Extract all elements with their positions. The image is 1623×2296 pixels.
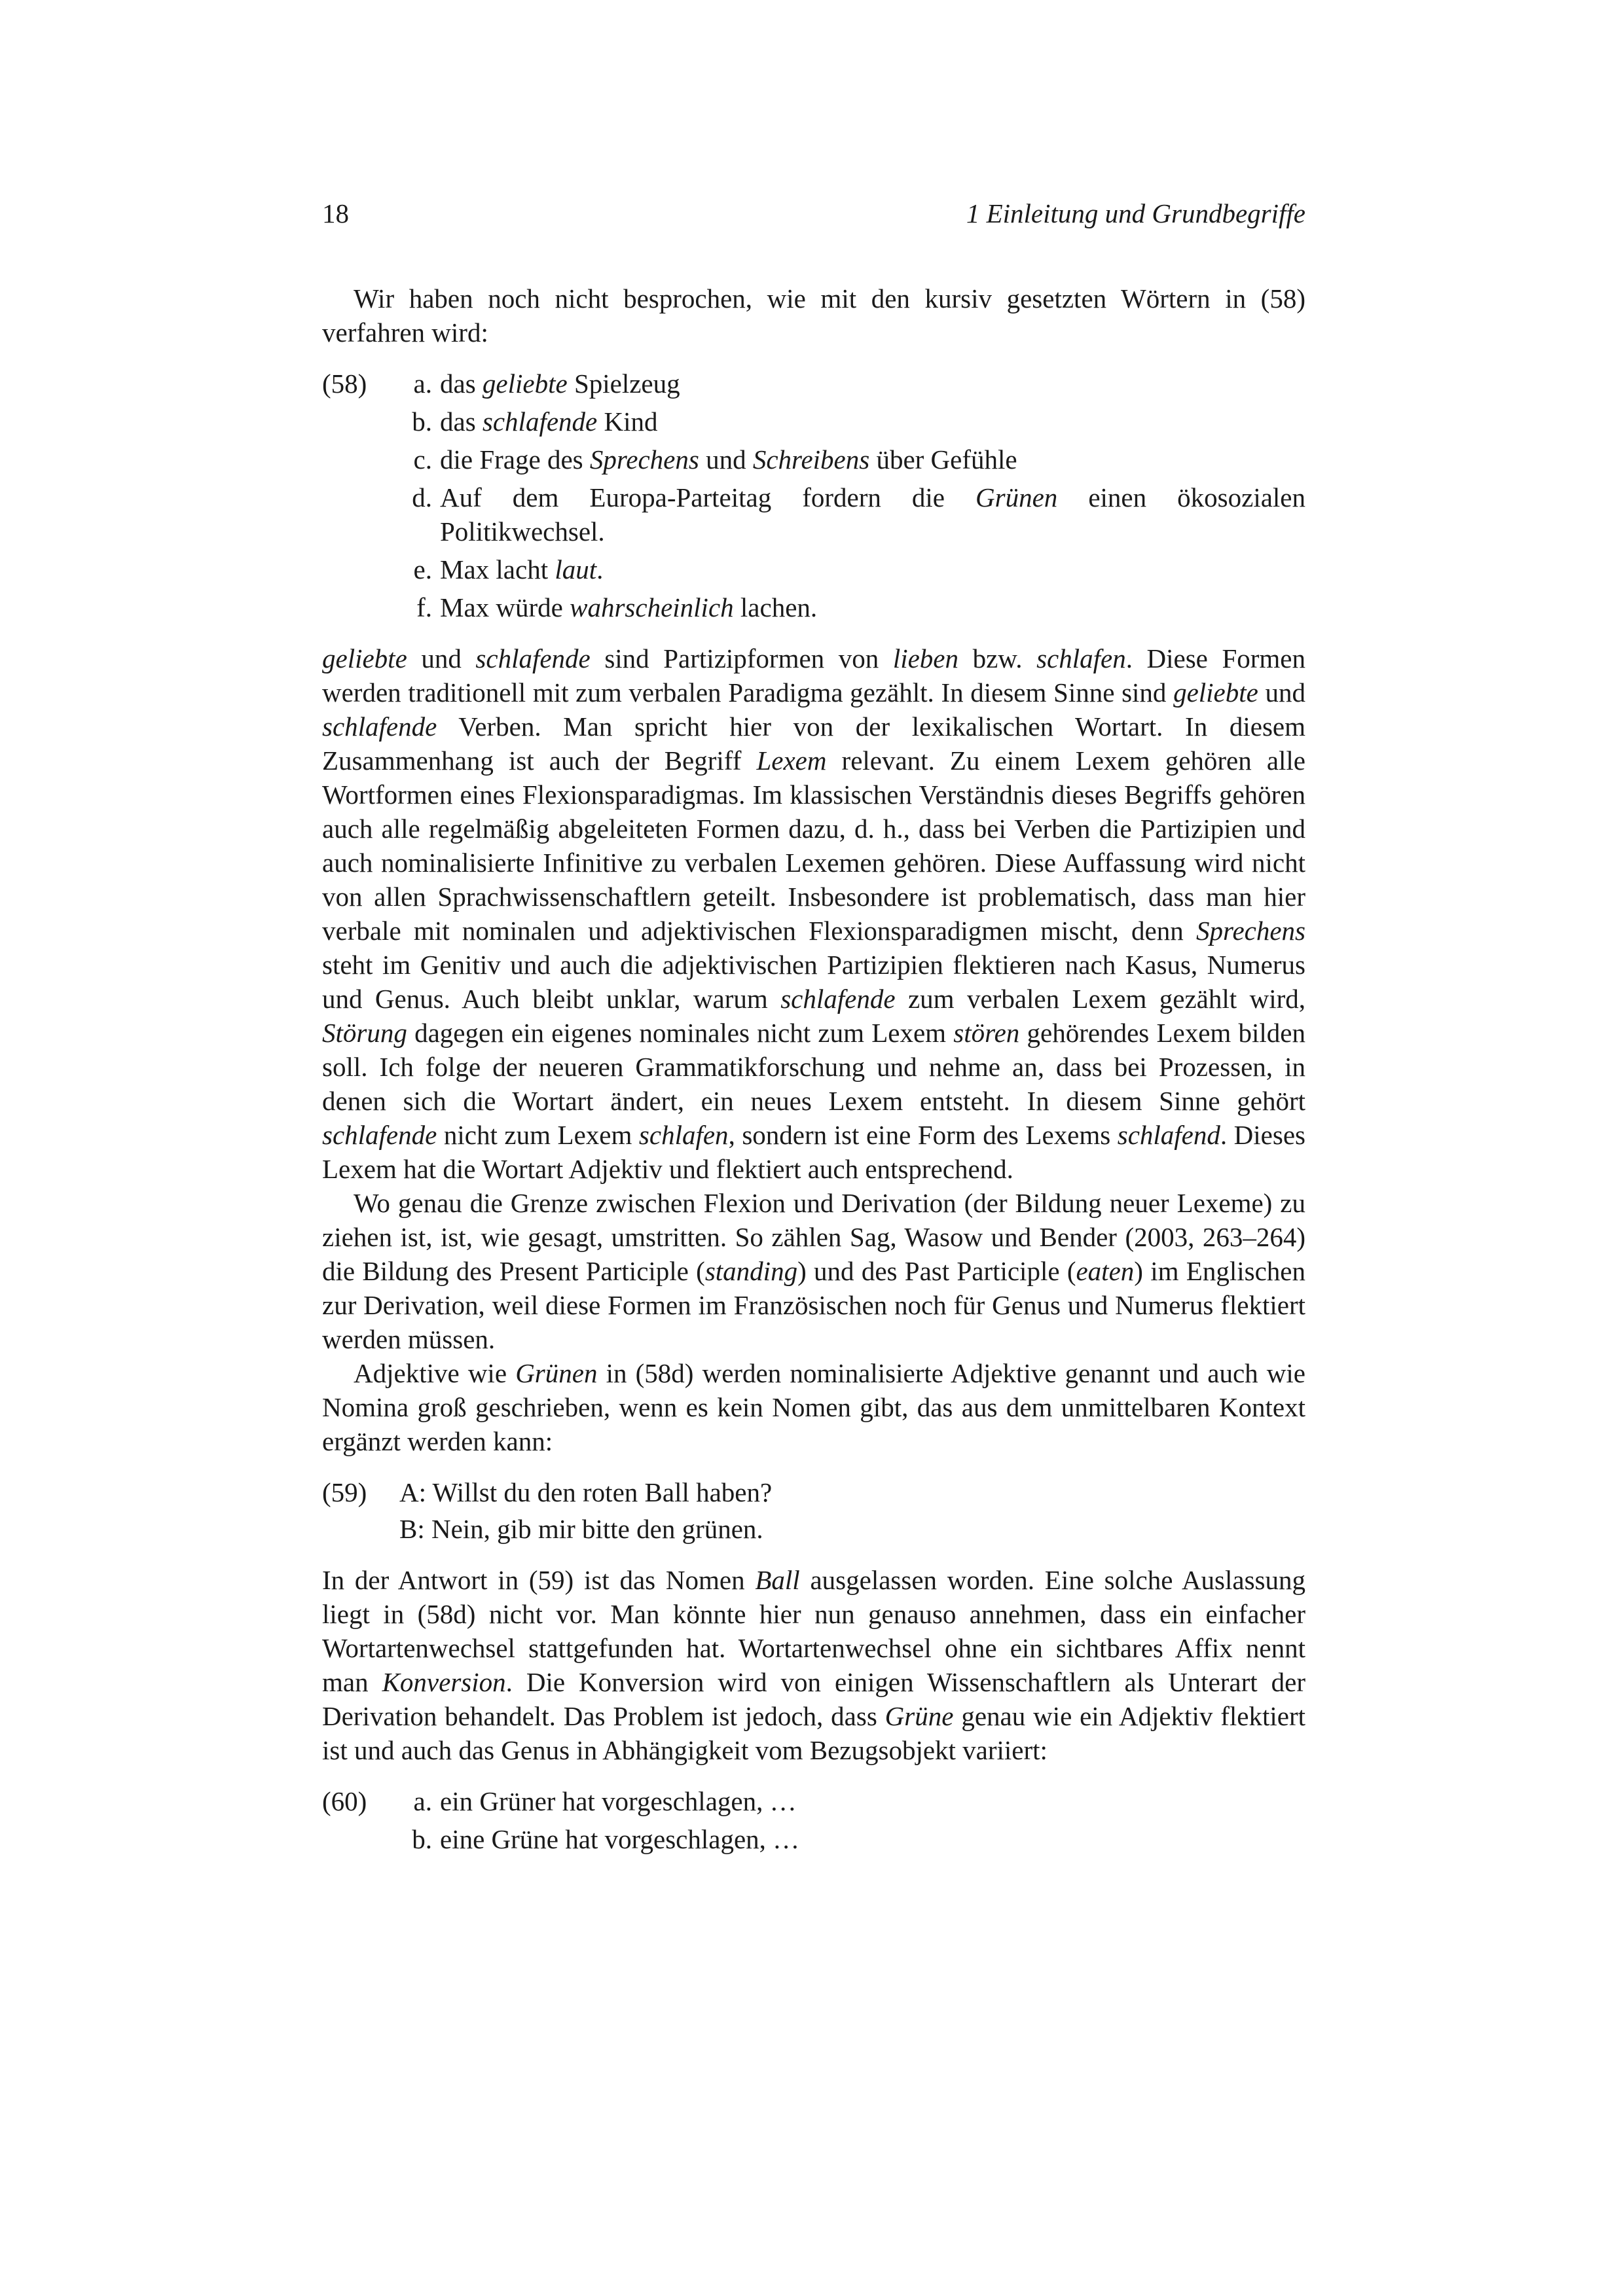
text-run: genau wie ein Adjektiv flektiert ist und auch das Genus in Abhängigkeit vom Bezugsobjekt variiert: bbox=[322, 1701, 1305, 1765]
item-label: c. bbox=[413, 444, 432, 475]
item-text: einen ökosozialen Politikwechsel. bbox=[440, 482, 1305, 547]
item-text: das bbox=[440, 368, 483, 399]
italic-term: schlafende bbox=[322, 711, 437, 742]
text-run: in (58d) werden nominalisierte Adjektive genannt und auch wie Nomina groß geschrieben, wenn es kein Nomen gibt, das aus dem unmittelbaren Kontext ergänzt werden kann: bbox=[322, 1358, 1305, 1456]
item-text: über Gefühle bbox=[869, 444, 1017, 475]
italic-term: Konversion bbox=[382, 1667, 506, 1697]
item-text: Max würde bbox=[440, 592, 570, 622]
italic-term: geliebte bbox=[322, 643, 407, 673]
dialog-line-a: A: Willst du den roten Ball haben? bbox=[399, 1477, 773, 1507]
example-item bbox=[399, 552, 1305, 586]
chapter-title: 1 Einleitung und Grundbegriffe bbox=[966, 198, 1305, 228]
text-run: sind Partizipformen von bbox=[590, 643, 893, 673]
text-run: dagegen ein eigenes nominales nicht zum Lexem bbox=[407, 1018, 954, 1048]
example-59 bbox=[322, 1475, 1305, 1546]
text-run: steht im Genitiv und auch die adjektivischen Partizipien flektieren nach Kasus, Numerus und Genus. Auch bleibt unklar, warum bbox=[322, 950, 1305, 1014]
example-item bbox=[399, 404, 1305, 439]
italic-term: Ball bbox=[755, 1565, 800, 1595]
italic-term: schlafen bbox=[638, 1120, 729, 1150]
paragraph-lexem bbox=[322, 641, 1305, 1186]
text-run: ) im Englischen zur Derivation, weil diese Formen im Französischen noch für Genus und Numerus flektiert werden müssen. bbox=[322, 1256, 1305, 1354]
item-italic: wahrscheinlich bbox=[570, 592, 734, 622]
example-item bbox=[399, 1822, 1305, 1856]
item-italic: Grünen bbox=[976, 482, 1058, 512]
example-number: (60) bbox=[322, 1786, 367, 1816]
item-label: d. bbox=[412, 482, 432, 512]
text-run: bzw. bbox=[958, 643, 1037, 673]
italic-term: schlafende bbox=[780, 984, 896, 1014]
text-run: Verben. Man spricht hier von der lexikalischen Wortart. In diesem Zusammenhang ist auch der Begriff bbox=[322, 711, 1305, 776]
item-text: eine Grüne hat vorgeschlagen, … bbox=[440, 1824, 800, 1854]
italic-term: lieben bbox=[892, 643, 959, 673]
item-label: b. bbox=[412, 1824, 432, 1854]
item-text: Spielzeug bbox=[567, 368, 680, 399]
item-italic: laut bbox=[555, 554, 597, 584]
item-text: . bbox=[596, 554, 604, 584]
example-item bbox=[399, 367, 1305, 401]
item-text: und bbox=[699, 444, 753, 475]
item-text: Auf dem Europa-Parteitag fordern die bbox=[440, 482, 976, 512]
item-italic: Sprechens bbox=[589, 444, 699, 475]
italic-term: schlafend bbox=[1117, 1120, 1220, 1150]
example-item bbox=[399, 442, 1305, 476]
example-number: (58) bbox=[322, 368, 367, 399]
example-60 bbox=[322, 1784, 1305, 1856]
item-text: Max lacht bbox=[440, 554, 555, 584]
text-run: Wo genau die Grenze zwischen Flexion und Derivation (der Bildung neuer Lexeme) zu ziehen ist, ist, wie gesagt, umstritten. So zählen Sag, Wasow und Bender (2003, 263–264) die Bildung des Present Participle ( bbox=[322, 1188, 1305, 1286]
item-italic: Schreibens bbox=[752, 444, 870, 475]
item-text: die Frage des bbox=[440, 444, 590, 475]
text-run: nicht zum Lexem bbox=[437, 1120, 639, 1150]
dialog-line-b: B: Nein, gib mir bitte den grünen. bbox=[399, 1514, 763, 1544]
text-run: und bbox=[407, 643, 476, 673]
example-item bbox=[399, 480, 1305, 548]
paragraph-derivation bbox=[322, 1186, 1305, 1356]
running-head bbox=[322, 196, 1305, 236]
text-run: zum verbalen Lexem gezählt wird, bbox=[895, 984, 1305, 1014]
italic-term: Störung bbox=[322, 1018, 407, 1048]
italic-term: schlafen bbox=[1036, 643, 1126, 673]
item-italic: schlafende bbox=[482, 406, 598, 437]
item-text: das bbox=[440, 406, 483, 437]
text-run: gehörendes Lexem bilden soll. Ich folge der neueren Grammatikforschung und nehme an, dass bei Prozessen, in denen sich die Wortart ändert, ein neues Lexem entsteht. In diesem Sinne gehört bbox=[322, 1018, 1306, 1116]
text-run: ) und des Past Participle ( bbox=[797, 1256, 1076, 1286]
item-text: Kind bbox=[597, 406, 658, 437]
item-label: f. bbox=[416, 592, 432, 622]
example-item bbox=[399, 590, 1305, 624]
text-run: und bbox=[1258, 677, 1306, 708]
example-item bbox=[399, 1784, 1305, 1818]
italic-term: Grünen bbox=[515, 1358, 598, 1388]
italic-term: schlafende bbox=[322, 1120, 437, 1150]
example-58 bbox=[322, 367, 1305, 624]
text-run: . Die Konversion wird von einigen Wissenschaftlern als Unterart der Derivation behandelt. Das Problem ist jedoch, dass bbox=[322, 1667, 1305, 1731]
italic-term: Sprechens bbox=[1196, 916, 1305, 946]
text-run: ausgelassen worden. Eine solche Auslassung liegt in (58d) nicht vor. Man könnte hier nun genauso annehmen, dass ein einfacher Wortartenwechsel stattgefunden hat. Wortartenwechsel ohne ein sichtbares Affix nennt man bbox=[322, 1565, 1306, 1697]
text-run: In der Antwort in (59) ist das Nomen bbox=[322, 1565, 756, 1595]
item-text: lachen. bbox=[733, 592, 818, 622]
item-label: a. bbox=[413, 1786, 432, 1816]
italic-term: standing bbox=[704, 1256, 798, 1286]
italic-term: geliebte bbox=[1173, 677, 1258, 708]
text-run: . Diese Formen werden traditionell mit zum verbalen Paradigma gezählt. In diesem Sinne sind bbox=[322, 643, 1305, 708]
italic-term: Grüne bbox=[884, 1701, 954, 1731]
paragraph-nominalized-adjectives bbox=[322, 1356, 1305, 1458]
item-italic: geliebte bbox=[482, 368, 568, 399]
item-label: b. bbox=[412, 406, 432, 437]
text-run: , sondern ist eine Form des Lexems bbox=[728, 1120, 1118, 1150]
italic-term: eaten bbox=[1076, 1256, 1135, 1286]
text-run: relevant. Zu einem Lexem gehören alle Wortformen eines Flexionsparadigmas. Im klassischen Verständnis dieses Begriffs gehören auch alle regelmäßig abgeleiteten Formen dazu, d. h., dass bei Verben die Partizipien und auch nominalisierte Infinitive zu verbalen Lexemen gehören. Diese Auffassung wird nicht von allen Sprachwissenschaftlern geteilt. Insbesondere ist problematisch, dass man hier verbale mit nominalen und adjektivischen Flexionsparadigmen mischt, denn bbox=[322, 745, 1306, 946]
item-text: ein Grüner hat vorgeschlagen, … bbox=[440, 1786, 797, 1816]
text-run: . Dieses Lexem hat die Wortart Adjektiv und flektiert auch entsprechend. bbox=[322, 1120, 1305, 1184]
intro-paragraph: Wir haben noch nicht besprochen, wie mit den kursiv gesetzten Wörtern in (58) verfahren wird: bbox=[322, 283, 1305, 348]
page-number: 18 bbox=[322, 198, 349, 228]
paragraph-konversion bbox=[322, 1563, 1305, 1767]
item-label: e. bbox=[413, 554, 432, 584]
italic-term: Lexem bbox=[756, 745, 827, 776]
text-run: Adjektive wie bbox=[354, 1358, 516, 1388]
italic-term: schlafende bbox=[475, 643, 591, 673]
italic-term: stören bbox=[953, 1018, 1020, 1048]
document-page bbox=[322, 196, 1305, 1873]
example-number: (59) bbox=[322, 1477, 367, 1507]
item-label: a. bbox=[413, 368, 432, 399]
